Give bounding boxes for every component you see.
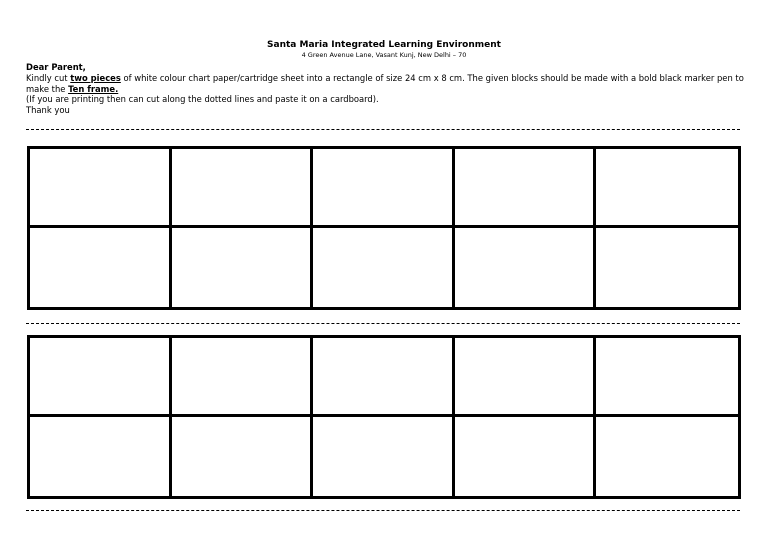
ten-frame-cell <box>172 228 314 307</box>
parent-letter <box>26 62 746 116</box>
ten-frame-cell <box>30 228 172 307</box>
ten-frame-cell <box>313 228 455 307</box>
letter-instructions <box>26 73 746 95</box>
ten-frame-cell <box>455 417 597 496</box>
instructions-emphasis-pieces: two pieces <box>70 72 121 83</box>
ten-frame-cell <box>30 149 172 228</box>
school-name: Santa Maria Integrated Learning Environment <box>267 40 501 50</box>
letterhead <box>0 40 768 60</box>
ten-frame-cell <box>172 149 314 228</box>
ten-frame-cell <box>596 338 738 417</box>
ten-frame-cell <box>455 338 597 417</box>
ten-frame-cell <box>596 228 738 307</box>
ten-frame-cell <box>313 338 455 417</box>
letter-closing: Thank you <box>26 105 70 116</box>
ten-frame-cell <box>30 417 172 496</box>
instructions-text-1: Kindly cut <box>26 72 71 83</box>
instructions-text-2: of white colour chart paper/cartridge sheet into a rectangle of size 24 cm x 8 cm. The given blocks should be made with a bold black marker pen to make the <box>26 72 744 94</box>
ten-frame-1 <box>27 146 741 310</box>
letter-printing-note: (If you are printing then can cut along the dotted lines and paste it on a cardboard). <box>26 94 379 105</box>
ten-frame-cell <box>596 417 738 496</box>
ten-frame-cell <box>455 228 597 307</box>
ten-frame-cell <box>172 417 314 496</box>
ten-frame-cell <box>596 149 738 228</box>
ten-frame-cell <box>172 338 314 417</box>
ten-frame-cell <box>313 417 455 496</box>
cut-line-top <box>26 129 740 130</box>
ten-frame-2 <box>27 335 741 499</box>
letter-greeting: Dear Parent, <box>26 62 86 72</box>
cut-line-middle <box>26 323 740 324</box>
ten-frame-cell <box>455 149 597 228</box>
school-address: 4 Green Avenue Lane, Vasant Kunj, New Delhi – 70 <box>301 51 467 59</box>
cut-line-bottom <box>26 510 740 511</box>
ten-frame-cell <box>313 149 455 228</box>
ten-frame-cell <box>30 338 172 417</box>
instructions-emphasis-ten-frame: Ten frame. <box>68 83 119 94</box>
